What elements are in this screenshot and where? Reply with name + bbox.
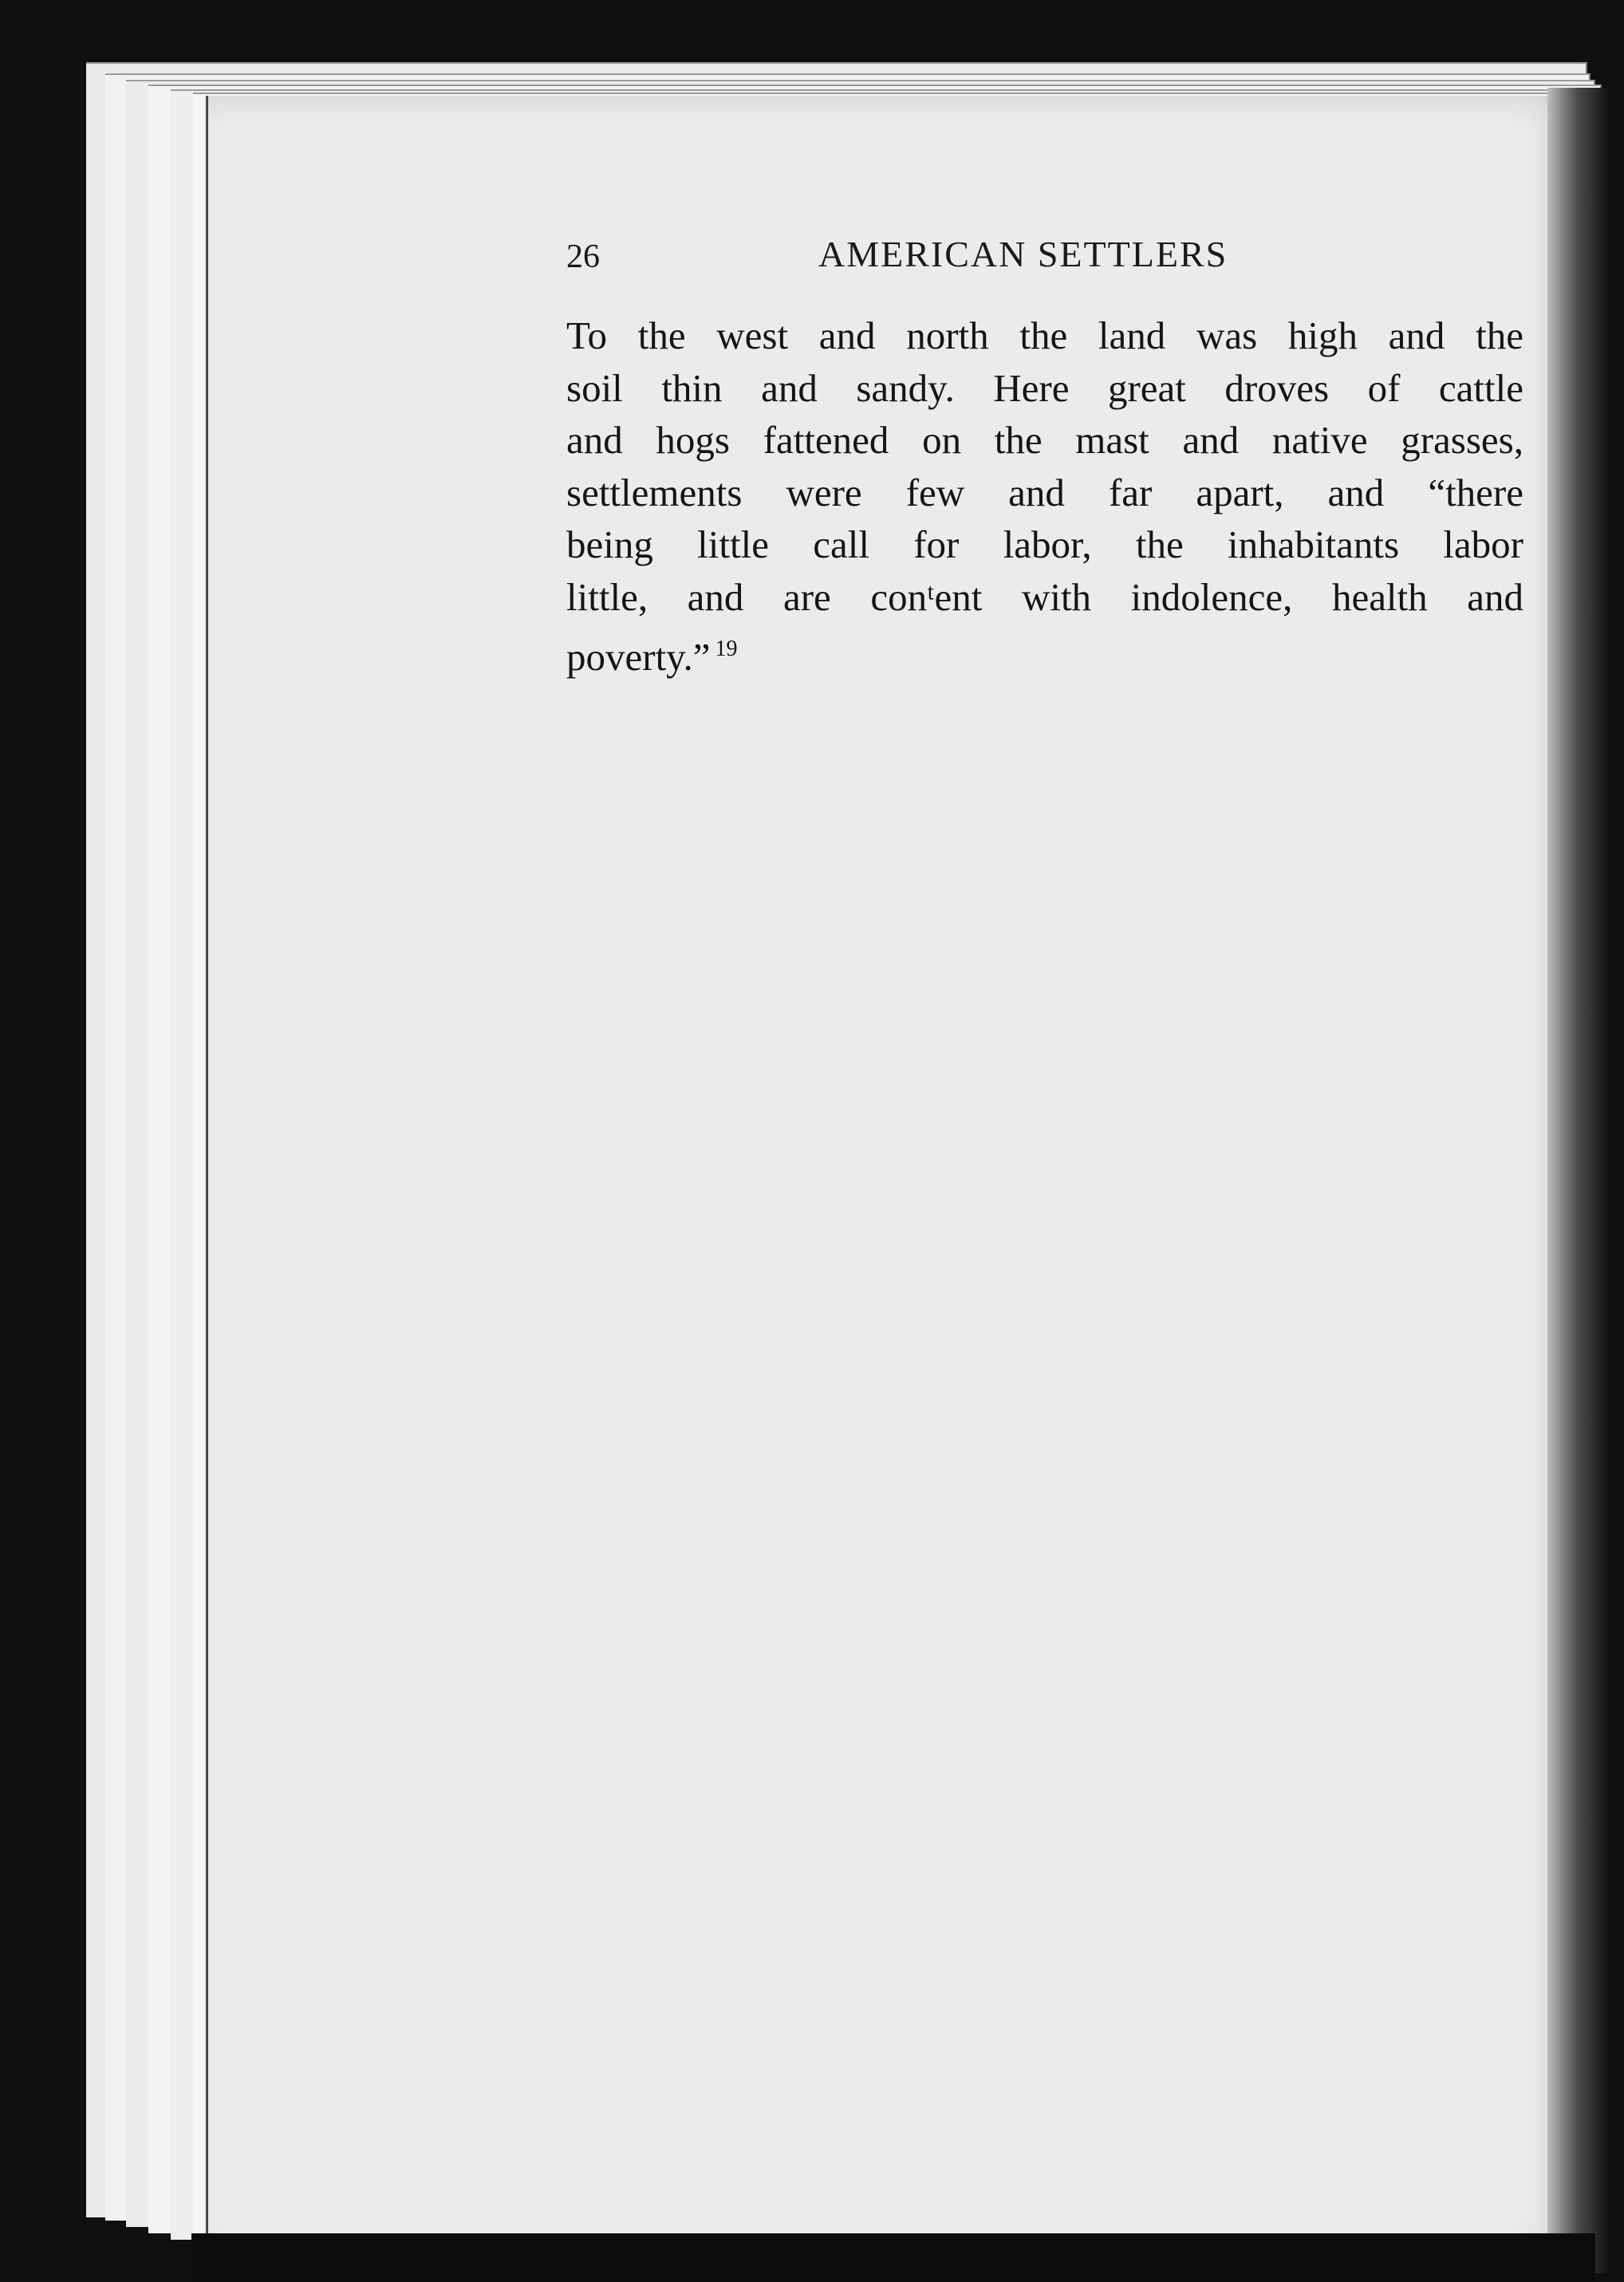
gutter-shadow bbox=[1547, 88, 1624, 2273]
text-line: being little call for labor, the inhabitants labor bbox=[566, 522, 1523, 566]
body-paragraph bbox=[566, 309, 1523, 684]
bottom-shadow bbox=[191, 2233, 1595, 2282]
text-line: and hogs fattened on the mast and native grasses, bbox=[566, 418, 1523, 462]
text-line: poverty.” bbox=[566, 635, 711, 679]
page-number: 26 bbox=[566, 238, 600, 275]
running-title: AMERICAN SETTLERS bbox=[818, 234, 1228, 274]
text-line: soil thin and sandy. Here great droves of cattle bbox=[566, 365, 1523, 410]
text-line: settlements were few and far apart, and “there bbox=[566, 470, 1523, 514]
running-header bbox=[566, 233, 1531, 281]
text-line-last bbox=[566, 623, 1523, 684]
text-line: little, and are conᵗent with indolence, health and bbox=[566, 574, 1523, 619]
text-line: To the west and north the land was high and the bbox=[566, 313, 1523, 357]
footnote-reference: 19 bbox=[715, 637, 738, 661]
